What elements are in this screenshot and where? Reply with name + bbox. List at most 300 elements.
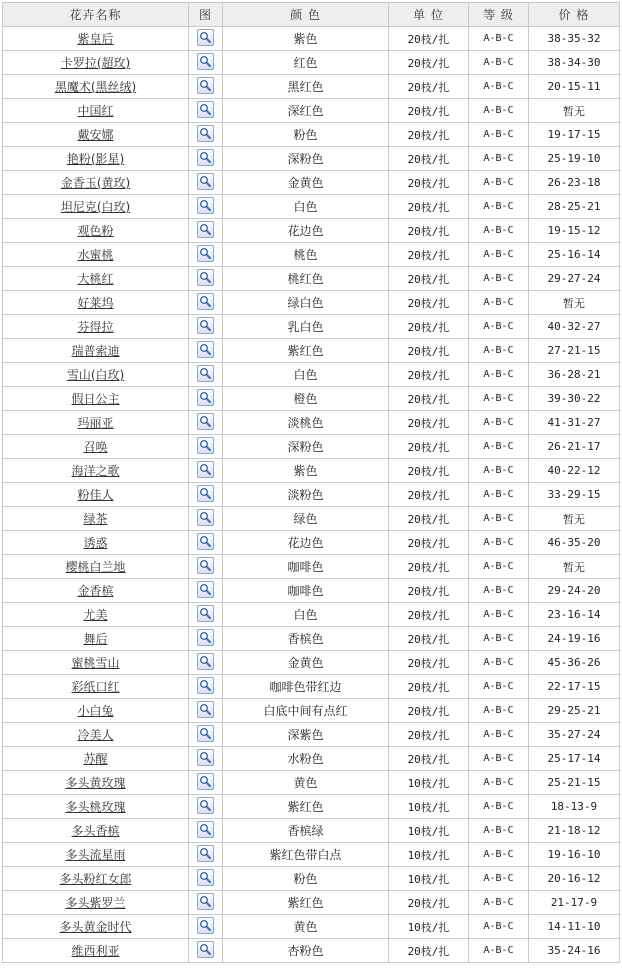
table-row bbox=[3, 867, 620, 891]
image-cell bbox=[189, 339, 223, 363]
table-row bbox=[3, 939, 620, 963]
color-cell: 深紫色 bbox=[223, 723, 389, 747]
price-cell: 40-22-12 bbox=[529, 459, 620, 483]
color-cell: 绿色 bbox=[223, 507, 389, 531]
unit-cell: 20枝/扎 bbox=[389, 627, 469, 651]
table-row bbox=[3, 555, 620, 579]
color-cell: 桃色 bbox=[223, 243, 389, 267]
image-cell bbox=[189, 819, 223, 843]
unit-cell: 20枝/扎 bbox=[389, 459, 469, 483]
image-cell bbox=[189, 459, 223, 483]
flower-name-cell bbox=[3, 483, 189, 507]
color-cell: 水粉色 bbox=[223, 747, 389, 771]
magnifier-icon[interactable] bbox=[197, 221, 214, 238]
table-row bbox=[3, 483, 620, 507]
price-cell: 26-21-17 bbox=[529, 435, 620, 459]
flower-name-link[interactable]: 维西利亚 bbox=[71, 944, 120, 958]
flower-name-link[interactable]: 中国红 bbox=[77, 104, 114, 118]
image-cell bbox=[189, 195, 223, 219]
flower-name-link[interactable]: 诱惑 bbox=[83, 536, 108, 550]
image-cell bbox=[189, 387, 223, 411]
flower-name-cell bbox=[3, 579, 189, 603]
flower-name-cell bbox=[3, 339, 189, 363]
magnifier-icon[interactable] bbox=[197, 917, 214, 934]
unit-cell: 10枝/扎 bbox=[389, 771, 469, 795]
table-row bbox=[3, 459, 620, 483]
grade-cell: A-B-C bbox=[469, 939, 529, 963]
flower-name-cell bbox=[3, 531, 189, 555]
flower-name-cell bbox=[3, 891, 189, 915]
flower-name-cell bbox=[3, 123, 189, 147]
price-cell: 14-11-10 bbox=[529, 915, 620, 939]
header-price: 价 格 bbox=[529, 3, 620, 27]
color-cell: 深粉色 bbox=[223, 435, 389, 459]
table-row bbox=[3, 291, 620, 315]
magnifier-icon[interactable] bbox=[197, 437, 214, 454]
grade-cell: A-B-C bbox=[469, 171, 529, 195]
grade-cell: A-B-C bbox=[469, 51, 529, 75]
price-cell: 25-16-14 bbox=[529, 243, 620, 267]
grade-cell: A-B-C bbox=[469, 75, 529, 99]
magnifier-icon[interactable] bbox=[197, 701, 214, 718]
flower-name-link[interactable]: 海洋之歌 bbox=[71, 464, 120, 478]
flower-name-link[interactable]: 粉佳人 bbox=[77, 488, 114, 502]
magnifier-icon[interactable] bbox=[197, 197, 214, 214]
unit-cell: 20枝/扎 bbox=[389, 195, 469, 219]
unit-cell: 20枝/扎 bbox=[389, 267, 469, 291]
flower-name-link[interactable]: 好莱坞 bbox=[77, 296, 114, 310]
color-cell: 杏粉色 bbox=[223, 939, 389, 963]
table-row bbox=[3, 747, 620, 771]
color-cell: 绿白色 bbox=[223, 291, 389, 315]
image-cell bbox=[189, 603, 223, 627]
table-body bbox=[3, 27, 620, 963]
flower-name-link[interactable]: 紫皇后 bbox=[77, 32, 114, 46]
flower-name-link[interactable]: 彩纸口红 bbox=[71, 680, 120, 694]
header-color: 颜 色 bbox=[223, 3, 389, 27]
flower-name-cell bbox=[3, 603, 189, 627]
price-cell: 19-17-15 bbox=[529, 123, 620, 147]
magnifier-icon[interactable] bbox=[197, 101, 214, 118]
flower-name-link[interactable]: 绿茶 bbox=[83, 512, 108, 526]
flower-name-link[interactable]: 假日公主 bbox=[71, 392, 120, 406]
header-grade: 等 级 bbox=[469, 3, 529, 27]
image-cell bbox=[189, 579, 223, 603]
grade-cell: A-B-C bbox=[469, 603, 529, 627]
flower-name-cell bbox=[3, 555, 189, 579]
image-cell bbox=[189, 27, 223, 51]
table-row bbox=[3, 51, 620, 75]
unit-cell: 10枝/扎 bbox=[389, 819, 469, 843]
magnifier-icon[interactable] bbox=[197, 173, 214, 190]
grade-cell: A-B-C bbox=[469, 579, 529, 603]
flower-name-cell bbox=[3, 147, 189, 171]
table-row bbox=[3, 243, 620, 267]
price-cell: 40-32-27 bbox=[529, 315, 620, 339]
price-cell: 29-24-20 bbox=[529, 579, 620, 603]
magnifier-icon[interactable] bbox=[197, 725, 214, 742]
grade-cell: A-B-C bbox=[469, 867, 529, 891]
image-cell bbox=[189, 99, 223, 123]
unit-cell: 20枝/扎 bbox=[389, 363, 469, 387]
grade-cell: A-B-C bbox=[469, 459, 529, 483]
magnifier-icon[interactable] bbox=[197, 29, 214, 46]
price-cell: 28-25-21 bbox=[529, 195, 620, 219]
unit-cell: 20枝/扎 bbox=[389, 411, 469, 435]
flower-name-cell bbox=[3, 411, 189, 435]
flower-name-link[interactable]: 蜜桃雪山 bbox=[71, 656, 120, 670]
flower-name-link[interactable]: 观色粉 bbox=[77, 224, 114, 238]
table-header-row bbox=[3, 3, 620, 27]
flower-name-link[interactable]: 多头黄金时代 bbox=[59, 920, 132, 934]
grade-cell: A-B-C bbox=[469, 363, 529, 387]
grade-cell: A-B-C bbox=[469, 555, 529, 579]
magnifier-icon[interactable] bbox=[197, 677, 214, 694]
flower-name-link[interactable]: 多头桃玫瑰 bbox=[65, 800, 126, 814]
magnifier-icon[interactable] bbox=[197, 125, 214, 142]
unit-cell: 20枝/扎 bbox=[389, 171, 469, 195]
flower-name-link[interactable]: 多头香槟 bbox=[71, 824, 120, 838]
color-cell: 紫红色 bbox=[223, 891, 389, 915]
flower-name-link[interactable]: 樱桃白兰地 bbox=[65, 560, 126, 574]
unit-cell: 20枝/扎 bbox=[389, 507, 469, 531]
color-cell: 白色 bbox=[223, 195, 389, 219]
price-cell: 暂无 bbox=[529, 555, 620, 579]
magnifier-icon[interactable] bbox=[197, 389, 214, 406]
table-row bbox=[3, 699, 620, 723]
flower-name-link[interactable]: 芬得拉 bbox=[77, 320, 114, 334]
price-cell: 25-19-10 bbox=[529, 147, 620, 171]
image-cell bbox=[189, 915, 223, 939]
image-cell bbox=[189, 651, 223, 675]
color-cell: 紫色 bbox=[223, 459, 389, 483]
flower-name-cell bbox=[3, 387, 189, 411]
unit-cell: 20枝/扎 bbox=[389, 339, 469, 363]
flower-name-cell bbox=[3, 51, 189, 75]
color-cell: 黑红色 bbox=[223, 75, 389, 99]
magnifier-icon[interactable] bbox=[197, 845, 214, 862]
color-cell: 黄色 bbox=[223, 915, 389, 939]
grade-cell: A-B-C bbox=[469, 723, 529, 747]
grade-cell: A-B-C bbox=[469, 651, 529, 675]
magnifier-icon[interactable] bbox=[197, 317, 214, 334]
image-cell bbox=[189, 507, 223, 531]
unit-cell: 20枝/扎 bbox=[389, 723, 469, 747]
magnifier-icon[interactable] bbox=[197, 941, 214, 958]
table-row bbox=[3, 627, 620, 651]
flower-name-cell bbox=[3, 435, 189, 459]
color-cell: 花边色 bbox=[223, 219, 389, 243]
color-cell: 桃红色 bbox=[223, 267, 389, 291]
table-row bbox=[3, 27, 620, 51]
table-row bbox=[3, 435, 620, 459]
flower-name-link[interactable]: 玛丽亚 bbox=[77, 416, 114, 430]
price-cell: 25-17-14 bbox=[529, 747, 620, 771]
unit-cell: 20枝/扎 bbox=[389, 891, 469, 915]
image-cell bbox=[189, 171, 223, 195]
image-cell bbox=[189, 747, 223, 771]
table-row bbox=[3, 75, 620, 99]
flower-name-link[interactable]: 坦尼克(白玫) bbox=[60, 200, 131, 214]
unit-cell: 20枝/扎 bbox=[389, 291, 469, 315]
flower-name-link[interactable]: 卡罗拉(超玫) bbox=[60, 56, 131, 70]
price-cell: 20-16-12 bbox=[529, 867, 620, 891]
grade-cell: A-B-C bbox=[469, 699, 529, 723]
grade-cell: A-B-C bbox=[469, 27, 529, 51]
price-cell: 46-35-20 bbox=[529, 531, 620, 555]
image-cell bbox=[189, 219, 223, 243]
magnifier-icon[interactable] bbox=[197, 245, 214, 262]
image-cell bbox=[189, 147, 223, 171]
flower-name-link[interactable]: 多头紫罗兰 bbox=[65, 896, 126, 910]
grade-cell: A-B-C bbox=[469, 243, 529, 267]
grade-cell: A-B-C bbox=[469, 99, 529, 123]
table-row bbox=[3, 603, 620, 627]
grade-cell: A-B-C bbox=[469, 219, 529, 243]
image-cell bbox=[189, 267, 223, 291]
price-cell: 38-35-32 bbox=[529, 27, 620, 51]
flower-name-link[interactable]: 金香槟 bbox=[77, 584, 114, 598]
flower-name-link[interactable]: 戴安娜 bbox=[77, 128, 114, 142]
header-unit: 单 位 bbox=[389, 3, 469, 27]
flower-name-link[interactable]: 召唤 bbox=[83, 440, 108, 454]
flower-name-cell bbox=[3, 867, 189, 891]
price-cell: 暂无 bbox=[529, 291, 620, 315]
flower-name-cell bbox=[3, 819, 189, 843]
color-cell: 红色 bbox=[223, 51, 389, 75]
price-cell: 38-34-30 bbox=[529, 51, 620, 75]
color-cell: 香槟色 bbox=[223, 627, 389, 651]
magnifier-icon[interactable] bbox=[197, 341, 214, 358]
image-cell bbox=[189, 123, 223, 147]
grade-cell: A-B-C bbox=[469, 891, 529, 915]
flower-name-link[interactable]: 水蜜桃 bbox=[77, 248, 114, 262]
flower-name-cell bbox=[3, 843, 189, 867]
unit-cell: 20枝/扎 bbox=[389, 531, 469, 555]
flower-name-cell bbox=[3, 27, 189, 51]
grade-cell: A-B-C bbox=[469, 315, 529, 339]
table-row bbox=[3, 795, 620, 819]
grade-cell: A-B-C bbox=[469, 675, 529, 699]
table-row bbox=[3, 339, 620, 363]
unit-cell: 20枝/扎 bbox=[389, 747, 469, 771]
color-cell: 金黄色 bbox=[223, 651, 389, 675]
image-cell bbox=[189, 243, 223, 267]
magnifier-icon[interactable] bbox=[197, 821, 214, 838]
magnifier-icon[interactable] bbox=[197, 797, 214, 814]
header-image: 图 bbox=[189, 3, 223, 27]
flower-name-link[interactable]: 冷美人 bbox=[77, 728, 114, 742]
table-row bbox=[3, 195, 620, 219]
unit-cell: 20枝/扎 bbox=[389, 387, 469, 411]
magnifier-icon[interactable] bbox=[197, 77, 214, 94]
color-cell: 咖啡色带红边 bbox=[223, 675, 389, 699]
color-cell: 紫红色带白点 bbox=[223, 843, 389, 867]
grade-cell: A-B-C bbox=[469, 507, 529, 531]
unit-cell: 20枝/扎 bbox=[389, 147, 469, 171]
price-cell: 暂无 bbox=[529, 99, 620, 123]
table-row bbox=[3, 267, 620, 291]
color-cell: 深粉色 bbox=[223, 147, 389, 171]
table-row bbox=[3, 171, 620, 195]
flower-name-cell bbox=[3, 315, 189, 339]
price-cell: 29-25-21 bbox=[529, 699, 620, 723]
flower-name-link[interactable]: 瑞普索迪 bbox=[71, 344, 120, 358]
flower-name-cell bbox=[3, 699, 189, 723]
price-cell: 33-29-15 bbox=[529, 483, 620, 507]
flower-name-cell bbox=[3, 723, 189, 747]
unit-cell: 20枝/扎 bbox=[389, 75, 469, 99]
price-cell: 25-21-15 bbox=[529, 771, 620, 795]
color-cell: 淡粉色 bbox=[223, 483, 389, 507]
magnifier-icon[interactable] bbox=[197, 509, 214, 526]
unit-cell: 20枝/扎 bbox=[389, 675, 469, 699]
magnifier-icon[interactable] bbox=[197, 869, 214, 886]
grade-cell: A-B-C bbox=[469, 435, 529, 459]
table-row bbox=[3, 675, 620, 699]
image-cell bbox=[189, 555, 223, 579]
magnifier-icon[interactable] bbox=[197, 893, 214, 910]
color-cell: 咖啡色 bbox=[223, 579, 389, 603]
price-cell: 41-31-27 bbox=[529, 411, 620, 435]
flower-name-link[interactable]: 苏醒 bbox=[83, 752, 108, 766]
magnifier-icon[interactable] bbox=[197, 605, 214, 622]
image-cell bbox=[189, 435, 223, 459]
magnifier-icon[interactable] bbox=[197, 53, 214, 70]
color-cell: 金黄色 bbox=[223, 171, 389, 195]
grade-cell: A-B-C bbox=[469, 195, 529, 219]
image-cell bbox=[189, 795, 223, 819]
grade-cell: A-B-C bbox=[469, 627, 529, 651]
flower-name-cell bbox=[3, 75, 189, 99]
flower-name-cell bbox=[3, 771, 189, 795]
magnifier-icon[interactable] bbox=[197, 365, 214, 382]
table-row bbox=[3, 771, 620, 795]
price-cell: 22-17-15 bbox=[529, 675, 620, 699]
grade-cell: A-B-C bbox=[469, 339, 529, 363]
image-cell bbox=[189, 363, 223, 387]
magnifier-icon[interactable] bbox=[197, 749, 214, 766]
color-cell: 花边色 bbox=[223, 531, 389, 555]
price-cell: 19-15-12 bbox=[529, 219, 620, 243]
color-cell: 深红色 bbox=[223, 99, 389, 123]
table-row bbox=[3, 387, 620, 411]
price-cell: 27-21-15 bbox=[529, 339, 620, 363]
unit-cell: 20枝/扎 bbox=[389, 123, 469, 147]
price-cell: 23-16-14 bbox=[529, 603, 620, 627]
image-cell bbox=[189, 723, 223, 747]
magnifier-icon[interactable] bbox=[197, 461, 214, 478]
color-cell: 白色 bbox=[223, 363, 389, 387]
color-cell: 白色 bbox=[223, 603, 389, 627]
magnifier-icon[interactable] bbox=[197, 557, 214, 574]
price-cell: 暂无 bbox=[529, 507, 620, 531]
flower-name-link[interactable]: 黑魔术(黑丝绒) bbox=[54, 80, 137, 94]
table-row bbox=[3, 819, 620, 843]
flower-name-cell bbox=[3, 507, 189, 531]
price-cell: 35-24-16 bbox=[529, 939, 620, 963]
color-cell: 紫红色 bbox=[223, 795, 389, 819]
flower-name-link[interactable]: 雪山(白玫) bbox=[66, 368, 125, 382]
flower-name-link[interactable]: 尤美 bbox=[83, 608, 108, 622]
magnifier-icon[interactable] bbox=[197, 293, 214, 310]
unit-cell: 20枝/扎 bbox=[389, 603, 469, 627]
grade-cell: A-B-C bbox=[469, 387, 529, 411]
image-cell bbox=[189, 891, 223, 915]
unit-cell: 20枝/扎 bbox=[389, 939, 469, 963]
magnifier-icon[interactable] bbox=[197, 533, 214, 550]
image-cell bbox=[189, 483, 223, 507]
flower-name-cell bbox=[3, 675, 189, 699]
magnifier-icon[interactable] bbox=[197, 413, 214, 430]
table-row bbox=[3, 123, 620, 147]
price-cell: 29-27-24 bbox=[529, 267, 620, 291]
magnifier-icon[interactable] bbox=[197, 485, 214, 502]
color-cell: 咖啡色 bbox=[223, 555, 389, 579]
flower-name-link[interactable]: 艳粉(影星) bbox=[66, 152, 125, 166]
grade-cell: A-B-C bbox=[469, 795, 529, 819]
flower-name-link[interactable]: 多头黄玫瑰 bbox=[65, 776, 126, 790]
grade-cell: A-B-C bbox=[469, 843, 529, 867]
unit-cell: 20枝/扎 bbox=[389, 579, 469, 603]
magnifier-icon[interactable] bbox=[197, 269, 214, 286]
flower-name-link[interactable]: 多头粉红女郎 bbox=[59, 872, 132, 886]
image-cell bbox=[189, 627, 223, 651]
color-cell: 紫红色 bbox=[223, 339, 389, 363]
grade-cell: A-B-C bbox=[469, 483, 529, 507]
price-cell: 20-15-11 bbox=[529, 75, 620, 99]
color-cell: 粉色 bbox=[223, 123, 389, 147]
table-row bbox=[3, 579, 620, 603]
table-row bbox=[3, 891, 620, 915]
table-row bbox=[3, 411, 620, 435]
table-row bbox=[3, 507, 620, 531]
grade-cell: A-B-C bbox=[469, 123, 529, 147]
flower-name-cell bbox=[3, 195, 189, 219]
flower-name-link[interactable]: 大桃红 bbox=[77, 272, 114, 286]
flower-name-link[interactable]: 小白兔 bbox=[77, 704, 114, 718]
flower-name-cell bbox=[3, 747, 189, 771]
image-cell bbox=[189, 531, 223, 555]
flower-name-link[interactable]: 金香玉(黄玫) bbox=[60, 176, 131, 190]
color-cell: 粉色 bbox=[223, 867, 389, 891]
price-cell: 39-30-22 bbox=[529, 387, 620, 411]
flower-price-table bbox=[2, 2, 620, 963]
flower-name-link[interactable]: 多头流星雨 bbox=[65, 848, 126, 862]
table-row bbox=[3, 651, 620, 675]
image-cell bbox=[189, 699, 223, 723]
grade-cell: A-B-C bbox=[469, 291, 529, 315]
flower-name-cell bbox=[3, 363, 189, 387]
magnifier-icon[interactable] bbox=[197, 773, 214, 790]
flower-name-cell bbox=[3, 627, 189, 651]
grade-cell: A-B-C bbox=[469, 531, 529, 555]
unit-cell: 20枝/扎 bbox=[389, 555, 469, 579]
unit-cell: 20枝/扎 bbox=[389, 315, 469, 339]
magnifier-icon[interactable] bbox=[197, 149, 214, 166]
table-row bbox=[3, 531, 620, 555]
color-cell: 紫色 bbox=[223, 27, 389, 51]
flower-name-link[interactable]: 舞后 bbox=[83, 632, 108, 646]
table-row bbox=[3, 363, 620, 387]
magnifier-icon[interactable] bbox=[197, 629, 214, 646]
table-row bbox=[3, 99, 620, 123]
magnifier-icon[interactable] bbox=[197, 581, 214, 598]
image-cell bbox=[189, 867, 223, 891]
magnifier-icon[interactable] bbox=[197, 653, 214, 670]
color-cell: 黄色 bbox=[223, 771, 389, 795]
grade-cell: A-B-C bbox=[469, 819, 529, 843]
